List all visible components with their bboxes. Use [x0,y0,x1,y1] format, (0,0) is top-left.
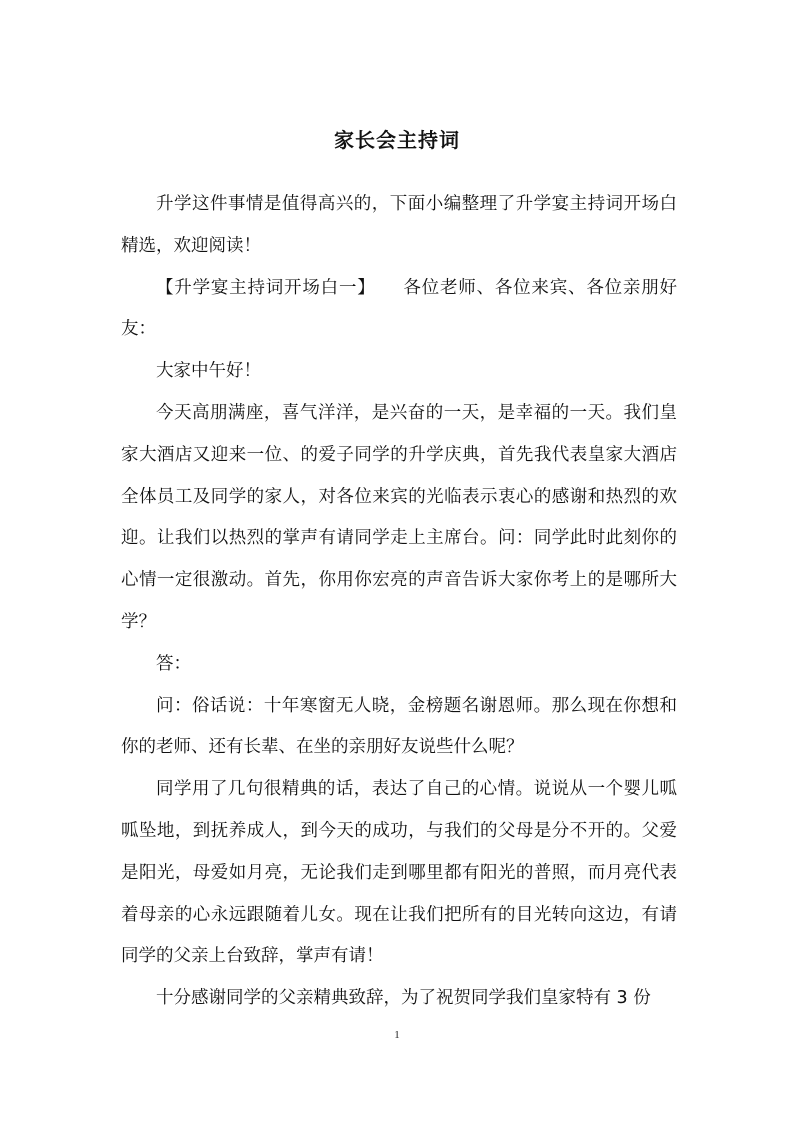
body-paragraph: 答： [156,653,191,674]
body-paragraph: 同学用了几句很精典的话，表达了自己的心情。说说从一个婴儿呱呱坠地，到抚养成人，到今天的成功，与我们的父母是分不开的。父爱是阳光，母爱如月亮，无论我们走到哪里都有阳光的普照，而月亮代表着母亲的心永远跟随着儿女。现在让我们把所有的目光转向这边，有请同学的父亲上台致辞，掌声有请！ [121,779,677,967]
body-paragraph: 今天高朋满座，喜气洋洋，是兴奋的一天，是幸福的一天。我们皇家大酒店又迎来一位、的爱子同学的升学庆典，首先我代表皇家大酒店全体员工及同学的家人，对各位来宾的光临表示衷心的感谢和热烈的欢迎。让我们以热烈的掌声有请同学走上主席台。问：同学此时此刻你的心情一定很激动。首先，你用你宏亮的声音告诉大家你考上的是哪所大学？ [121,402,677,632]
body-paragraph: 【升学宴主持词开场白一】 各位老师、各位来宾、各位亲朋好友： [121,277,677,340]
body-paragraph: 十分感谢同学的父亲精典致辞，为了祝贺同学我们皇家特有 3 份 [156,988,651,1009]
body-paragraph: 问：俗话说：十年寒窗无人晓，金榜题名谢恩师。那么现在你想和你的老师、还有长辈、在坐的亲朋好友说些什么呢？ [121,695,677,758]
body-paragraph: 大家中午好！ [156,361,261,382]
document-body [121,184,677,1020]
document-title: 家长会主持词 [334,128,460,152]
body-paragraph: 升学这件事情是值得高兴的，下面小编整理了升学宴主持词开场白精选，欢迎阅读！ [121,194,677,256]
page-number: 1 [394,1029,400,1041]
